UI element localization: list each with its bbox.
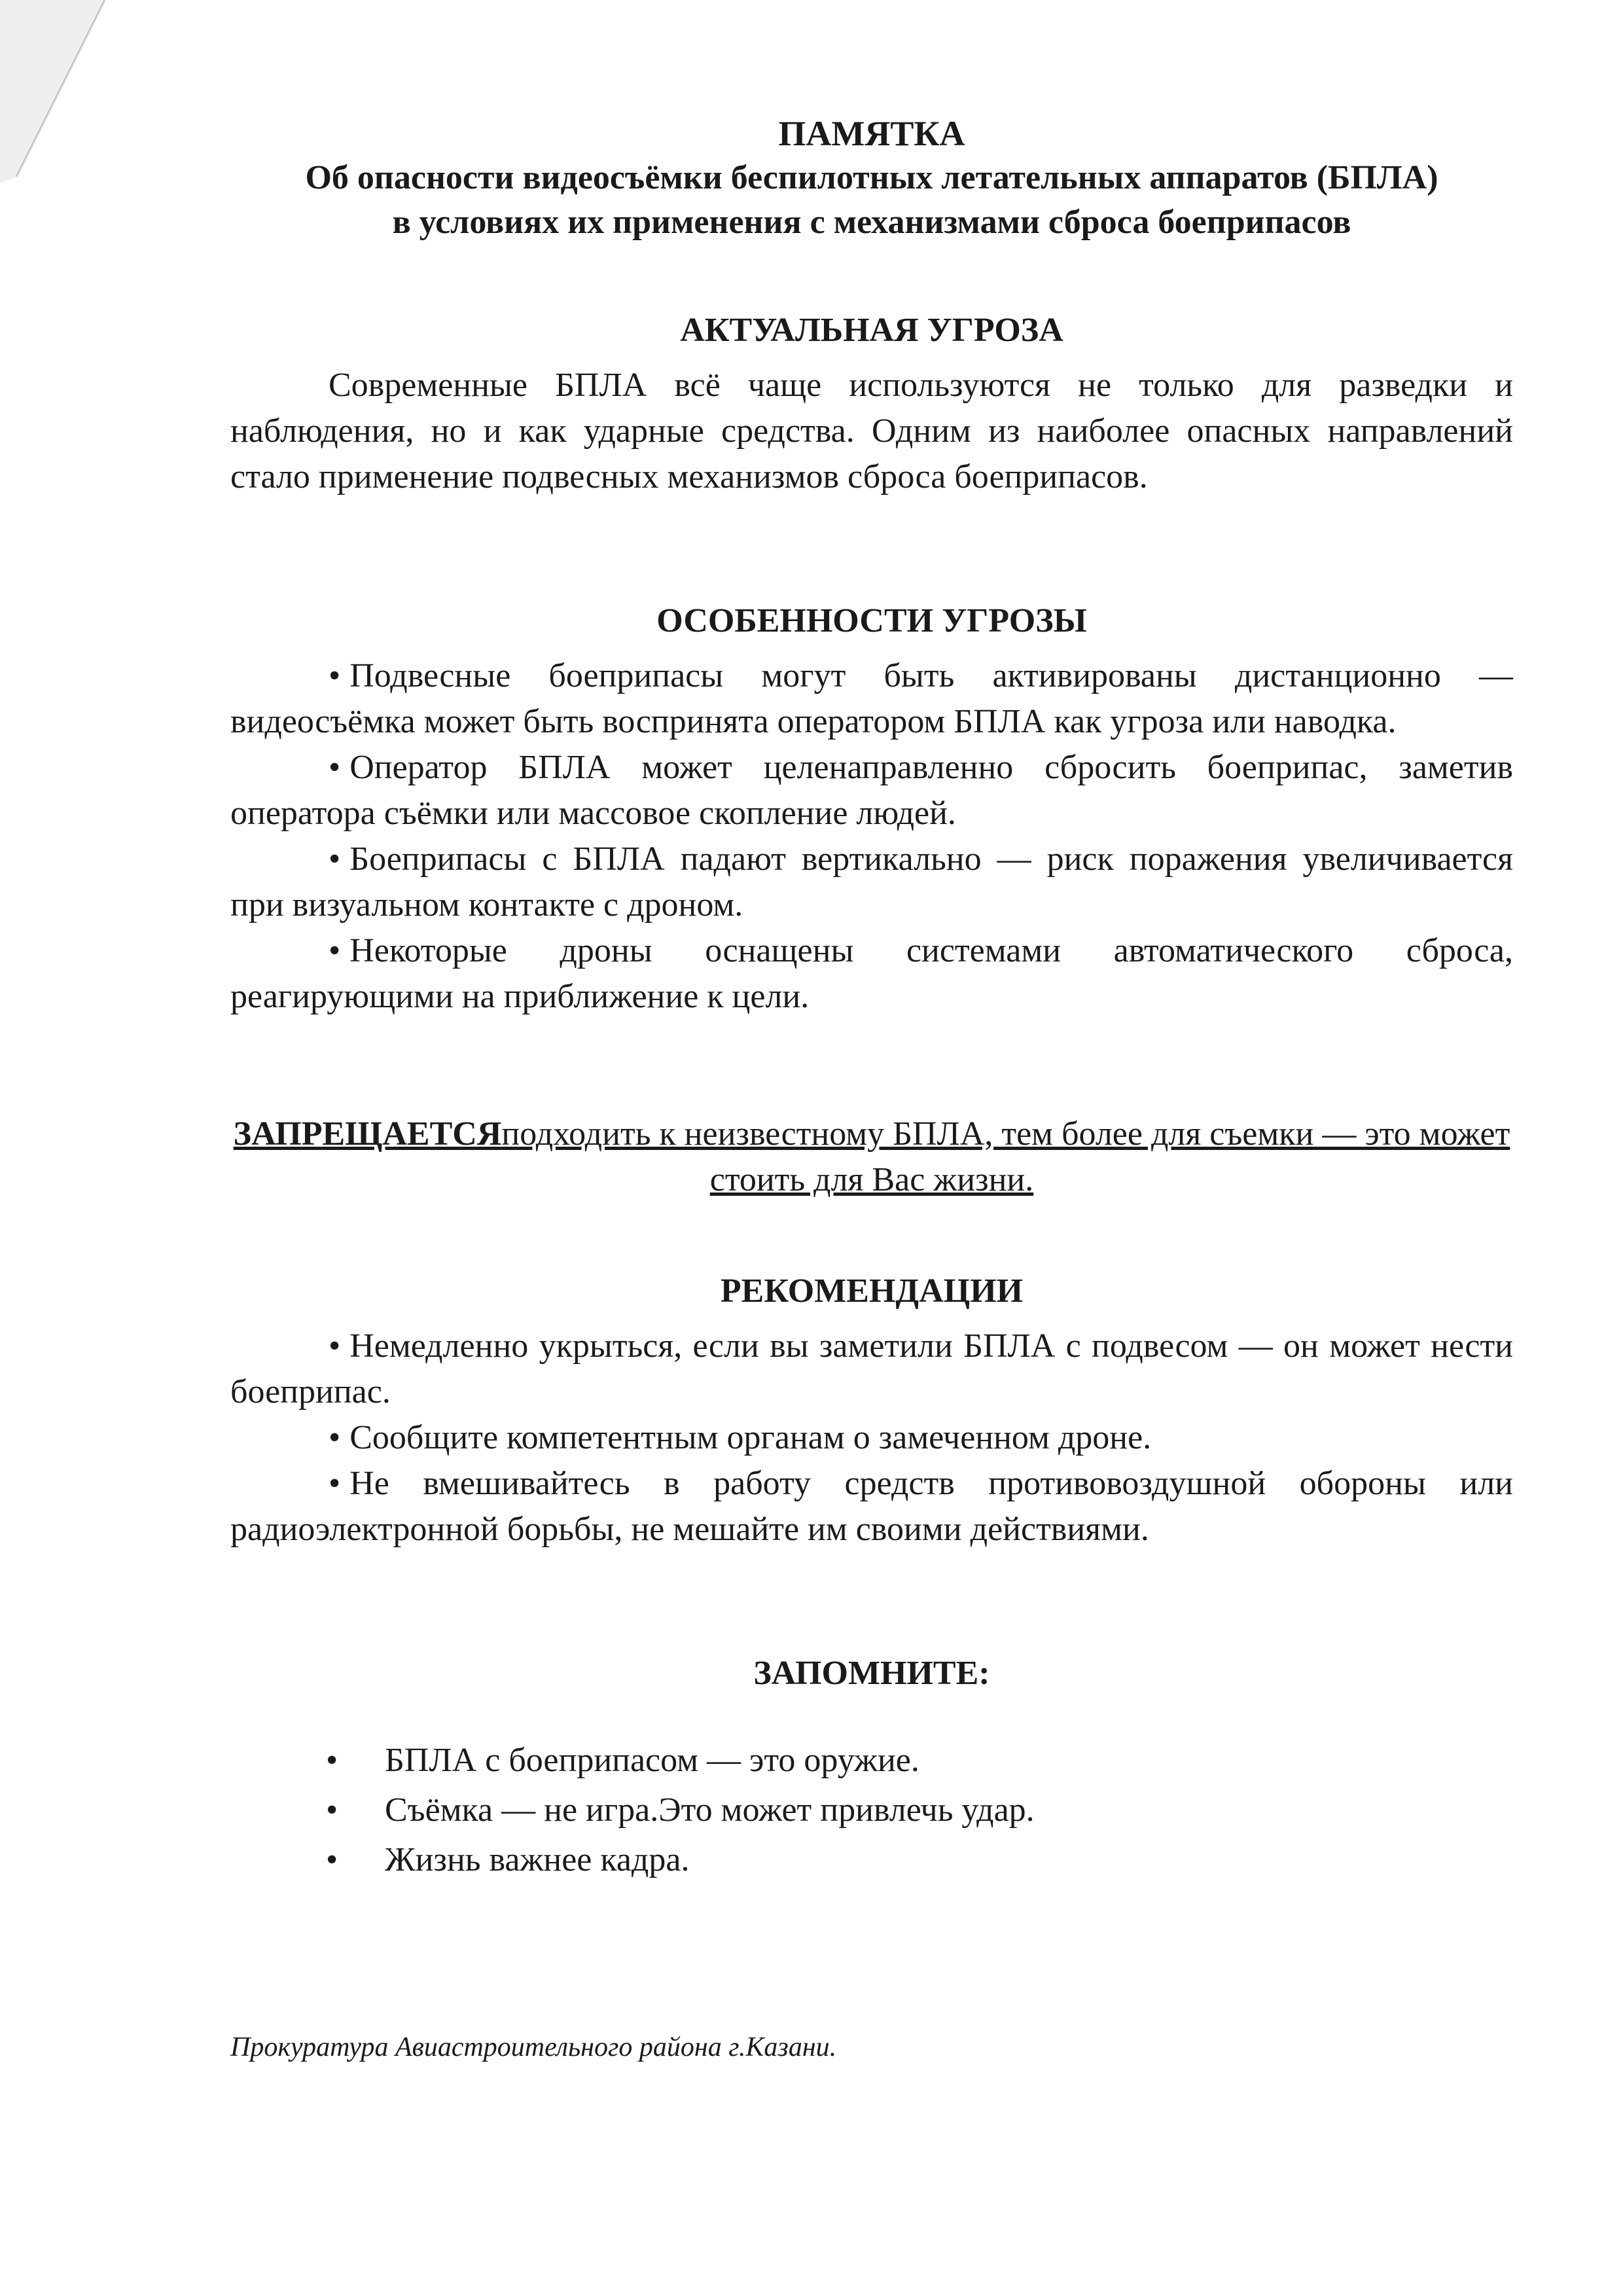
list-item: [230, 653, 1513, 745]
list-item: [230, 1835, 1513, 1885]
bullet-icon: •: [329, 1419, 341, 1456]
bullet-icon: •: [329, 932, 341, 969]
list-item-text: Не вмешивайтесь в работу средств противовоздушной обороны или радиоэлектронной борьбы, не мешайте им своими действиями.: [230, 1465, 1513, 1548]
bullet-icon: •: [329, 840, 341, 878]
list-item-text: Сообщите компетентным органам о замеченном дроне.: [349, 1419, 1152, 1456]
list-item: [230, 928, 1513, 1020]
recommendations-list: [230, 1323, 1513, 1552]
list-item-text: Некоторые дроны оснащены системами автоматического сброса, реагирующими на приближение к цели.: [230, 932, 1513, 1015]
remember-heading: ЗАПОМНИТЕ:: [753, 1655, 990, 1692]
prohibition-text: подходить к неизвестному БПЛА, тем более для съемки — это может стоить для Вас жизни.: [501, 1115, 1510, 1198]
page-corner-fold: [0, 0, 111, 183]
list-item-text: Боеприпасы с БПЛА падают вертикально — риск поражения увеличивается при визуальном контакте с дроном.: [230, 840, 1513, 924]
list-item-text: Жизнь важнее кадра.: [385, 1841, 690, 1878]
list-item: [230, 1415, 1513, 1461]
features-list: [230, 653, 1513, 1020]
bullet-icon: •: [326, 1841, 338, 1878]
document-title: ПАМЯТКА: [778, 114, 965, 153]
prohibition-keyword: ЗАПРЕЩАЕТСЯ: [233, 1115, 502, 1153]
list-item: [230, 1461, 1513, 1552]
threat-heading: АКТУАЛЬНАЯ УГРОЗА: [680, 312, 1063, 349]
list-item: [230, 1736, 1513, 1785]
footer-signature: Прокуратура Авиастроительного района г.Казани.: [230, 2032, 837, 2062]
list-item-text: Съёмка — не игра.Это может привлечь удар.: [385, 1791, 1035, 1829]
document-subtitle-line-2: в условиях их применения с механизмами сброса боеприпасов: [392, 204, 1351, 241]
list-item-text: Немедленно укрыться, если вы заметили БПЛА с подвесом — он может нести боеприпас.: [230, 1327, 1513, 1410]
bullet-icon: •: [326, 1742, 338, 1779]
recommendations-heading: РЕКОМЕНДАЦИИ: [720, 1272, 1024, 1310]
bullet-icon: •: [329, 1465, 341, 1502]
threat-paragraph: Современные БПЛА всё чаще используются не только для разведки и наблюдения, но и как ударные средства. Одним из наиболее опасных направлений стало применение подвесных механизмов сброса боеприпасов.: [230, 367, 1513, 495]
list-item: [230, 836, 1513, 928]
document-subtitle-line-1: Об опасности видеосъёмки беспилотных летательных аппаратов (БПЛА): [305, 159, 1438, 196]
bullet-icon: •: [326, 1791, 338, 1829]
list-item: [230, 745, 1513, 836]
bullet-icon: •: [329, 1327, 341, 1365]
list-item-text: Подвесные боеприпасы могут быть активированы дистанционно — видеосъёмка может быть воспринята оператором БПЛА как угроза или наводка.: [230, 657, 1513, 740]
list-item: [230, 1785, 1513, 1835]
list-item-text: БПЛА с боеприпасом — это оружие.: [385, 1742, 919, 1779]
document-content: [230, 111, 1513, 2066]
remember-list: [230, 1736, 1513, 1885]
list-item: [230, 1323, 1513, 1415]
list-item-text: Оператор БПЛА может целенаправленно сбросить боеприпас, заметив оператора съёмки или массовое скопление людей.: [230, 749, 1513, 832]
bullet-icon: •: [329, 749, 341, 786]
prohibition-warning: [230, 1111, 1513, 1203]
features-heading: ОСОБЕННОСТИ УГРОЗЫ: [656, 602, 1087, 639]
bullet-icon: •: [329, 657, 341, 694]
